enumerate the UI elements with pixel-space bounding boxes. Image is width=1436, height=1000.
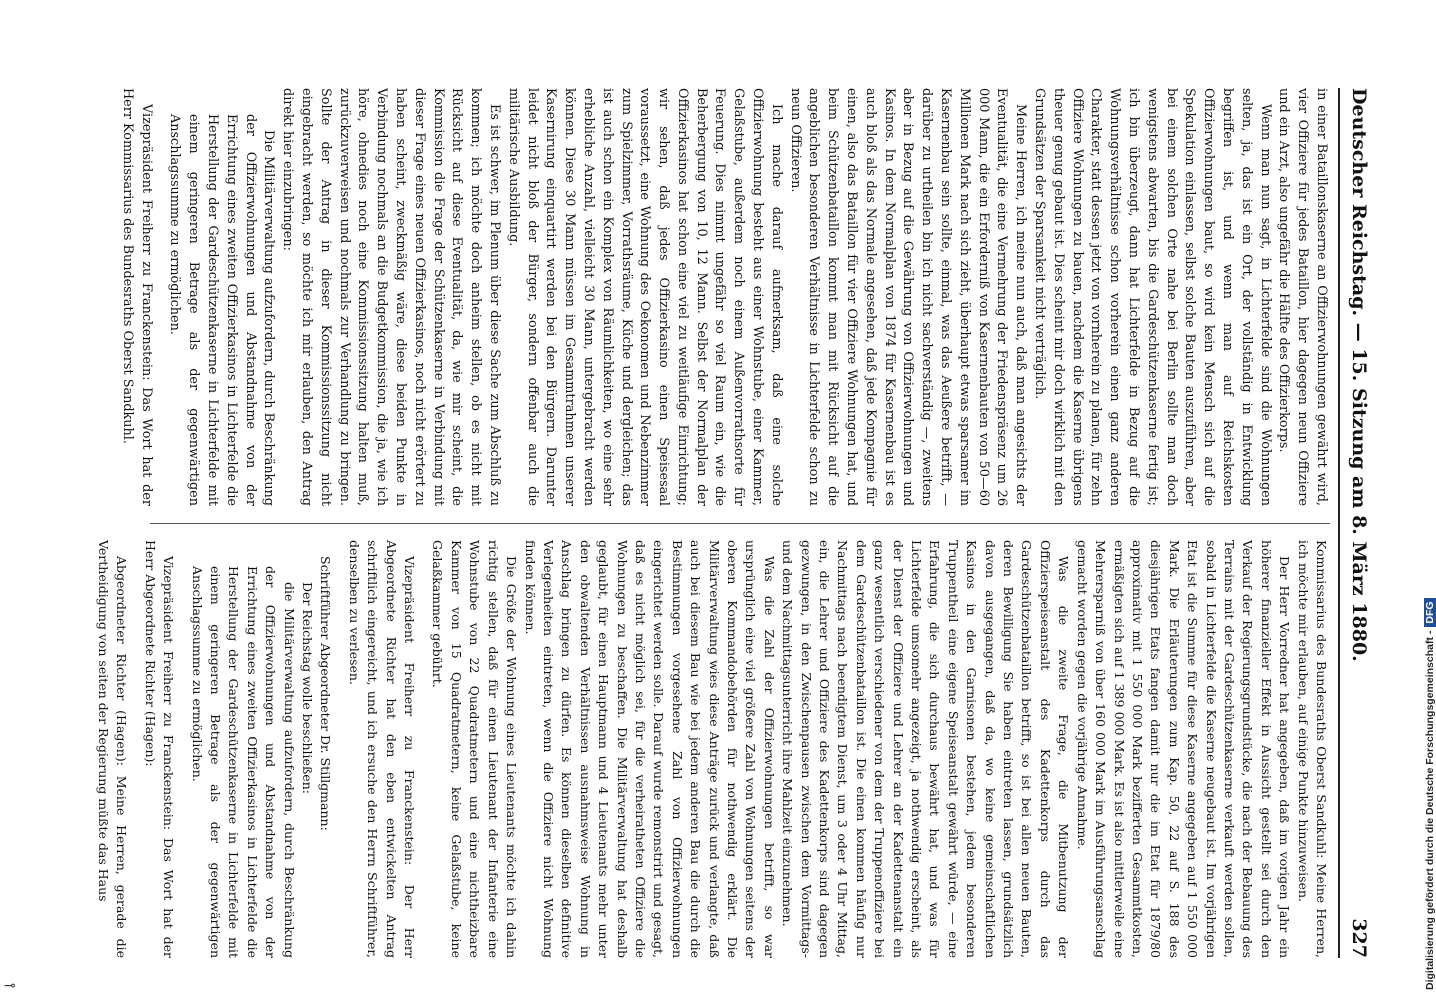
- running-title: Deutscher Reichstag. — 15. Sitzung am 8. März 1880.: [1348, 88, 1370, 662]
- page-number: 327: [1348, 918, 1370, 958]
- header-rule: [1338, 88, 1340, 958]
- paragraph: Was die zweite Frage, die Mitbenutzung der Offizierspeiseanstalt des Kadettenkorps durch das Gardeschützenbataillon betrifft, so ist bei allen neuen Bauten, deren Bewilligung Sie haben eintreten lassen, grundsätzlich davon ausgegangen, daß da, wo keine gemeinschaftlichen Kasinos in den Garnisonen bestehen, jedem besonderen Truppentheil eine eigene Speiseanstalt gewährt würde, — eine Erfahrung, die sich durchaus bewährt hat, und was für Lichterfelde umsomehr angezeigt, ja nothwendig erscheint, als der Dienst der Offiziere und Lehrer an der Kadettenanstalt ein ganz wesentlich verschiedener von dem der Truppenoffiziere bei dem Gardeschützenbataillon ist. Die einen kommen häufig nur Nachmittags nach beendigtem Dienst, um 3 oder 4 Uhr Mittag, ein, die Lehrer und Offiziere des Kadettenkorps sind dagegen gezwungen, in den Zwischenpausen zwischen dem Vormittags- und dem Nachmittagsunterricht ihre Mahlzeit einzunehmen.: [780, 540, 1072, 958]
- rotated-page: [80, 88, 1370, 958]
- corner-mark: ⊸: [4, 978, 16, 994]
- paragraph: Meine Herren, ich meine nun auch, daß man angesichts der Eventualität, die eine Vermehrung der Friedenspräsenz um 26 000 Mann, die ein Erforderniß von Kasernenbauten von 50—60 Millionen Mark nach sich zieht, überhaupt etwas sparsamer im Kasernenbau sein sollte, einmal, was das Aeußere betrifft, — darüber zu urtheilen bin ich nicht sachverständig —, zweitens aber in Bezug auf die Gewährung von Offizierwohnungen und Kasinos. In dem Normalplan von 1874 für Kasernenbau ist es auch bloß als das Normale angesehen, daß jede Kompagnie für einen, also das Bataillon für vier Offiziere Wohnungen hat, und beim Schützenbataillon kommt man mit Rücksicht auf die angeblichen besonderen Verhältnisse in Lichterfelde schon zu neun Offizieren.: [787, 88, 1029, 506]
- motion-intro: Der Reichstag wolle beschließen:: [300, 582, 316, 794]
- left-column: [117, 88, 1330, 506]
- paragraph: Was die Zahl der Offizierwohnungen betrifft, so war ursprünglich eine viel größere Zahl von Wohnungen seitens der oberen Kommandobehörden für nothwendig erklärt. Die Militärverwaltung wies diese Anträge zurück und verlangte, daß auch bei diesem Bau wie bei jedem anderen Bau die durch die Bestimmungen vorgesehene Zahl von Offizierwohnungen eingerichtet werden solle. Darauf wurde remonstrirt und gesagt, daß es nicht möglich sei, für die verheiratheten Offiziere die Wohnungen zu beschaffen. Die Militärverwaltung hat deshalb geglaubt, für einen Hauptmann und 4 Lieutenants mehr unter den obwaltenden Verhältnissen ausnahmsweise Wohnung in Anschlag bringen zu dürfen. Es können dieselben definitive Verlegenheiten eintreten, wenn die Offiziere nicht Wohnung finden können.: [522, 540, 777, 958]
- right-column: [94, 540, 1330, 958]
- paragraph: Es ist schwer, im Plenum über diese Sache zum Abschluß zu kommen; ich möchte doch anheim stellen, ob es nicht mit Rücksicht auf diese Eventualität, da, wie mir scheint, die Kommission die Frage der Schützenkaserne in Verbindung mit dieser Frage eines neuen Offizierkasinos, noch nicht erörtert zu haben scheint, zweckmäßig wäre, diese beiden Punkte in Verbindung nochmals an die Budgetkommission, die ja, wie ich höre, ohnedies noch eine Kommissionssitzung halten muß, zurückzuverweisen und nochmals zur Verhandlung zu bringen. Sollte der Antrag in dieser Kommissionssitzung nicht eingebracht werden, so möchte ich mir erlauben, den Antrag direkt hier einzubringen:: [280, 88, 502, 506]
- speaker-paragraph: Vizepräsident Freiherr zu Franckenstein: Das Wort hat der Herr Kommissarius des Bundesraths Oberst Sandkuhl.: [119, 88, 154, 506]
- paragraph: Die Größe der Wohnung eines Lieutenants möchte ich dahin richtig stellen, daß für einen Lieutenant der Infanterie eine Wohnstube von 22 Quadratmetern und eine nichtheizbare Kammer von 15 Quadratmetern, keine Gelaßstube, keine Gelaßkammer gebührt.: [430, 540, 520, 958]
- page-header: [1342, 88, 1370, 958]
- paragraph: in einer Bataillonskaserne an Offizierwohnungen gewährt wird, vier Offiziere für jedes Bataillon, hier dagegen neun Offiziere und ein Arzt, also ungefähr die Hälfte des Offizierkorps.: [1276, 88, 1329, 506]
- watermark-text: Digitalisierung gefördert durch die Deutsche Forschungsgemeinschaft -: [1424, 630, 1436, 990]
- paragraph: Der Herr Vorredner hat angegeben, daß im vorigen Jahr ein höherer finanzieller Effekt in Aussicht gestellt sei durch den Verkauf der Regierungsgrundstücke, die nach der Bebauung des Terrains mit der Gardeschützenkaserne verkauft werden sollen, sobald in Lichterfelde die Kaserne neugebaut ist. Im vorjährigen Etat ist die Summe für diese Kaserne angegeben auf 1 550 000 Mark. Die Erläuterungen zum Kap. 50, 22 auf S. 188 des diesjährigen Etats fangen damit nur die im Etat für 1879/80 approximativ mit 1 550 000 Mark bezifferten Gesammtkosten, ermäßigten sich auf 1 389 000 Mark. Es ist also mittlerweile eine Mehrersparniß von über 160 000 Mark im Ausführungsanschlag gemacht worden gegen die vorjährige Annahme.: [1074, 540, 1293, 958]
- speaker-paragraph: Abgeordneter Richter (Hagen): Meine Herren, gerade die Vertheidigung von seiten der Regierung müßte das Haus: [96, 540, 130, 958]
- paragraph: Wenn man nun sagt, in Lichterfelde sind die Wohnungen selten, ja, das ist ein Ort, der vollständig in Entwicklung begriffen ist, und wenn man auf Reichskosten Offizierwohnungen baut, so wird kein Mensch sich auf die Spekulation einlassen, selbst solche Bauten auszuführen, aber bei einem solchen Orte nahe bei Berlin sollte man doch wenigstens abwarten, bis die Gardeschützenkaserne fertig ist; ich bin überzeugt, dann hat Lichterfelde in Bezug auf die Wohnungsverhältnisse schon vorherein einen ganz anderen Charakter, statt dessen jetzt von vornherein zu planen, für zehn Offiziere Wohnungen zu bauen, nachdem die Kaserne übrigens theuer genug gebaut ist. Dies scheint mir doch wirklich mit den Grundsätzen der Sparsamkeit nicht verträglich.: [1032, 88, 1273, 506]
- paragraph: Ich mache darauf aufmerksam, daß eine solche Offizierwohnung besteht aus einer Wohnstube, einer Kammer, Gelaßstube, außerdem noch einem Außenvorrathsorte für Feuerung. Dies nimmt ungefähr so viel Raum ein, wie die Beherbergung von 10, 12 Mann. Selbst der Normalplan der Offizierkasinos hat schon eine viel zu weitläufige Einrichtung; wir sehen, daß jedes Offizierkasino einen Speisesaal voraussetzt, eine Wohnung des Oekonomen und Nebenzimmer zum Spielzimmer, Vorrathsräume, Küche und dergleichen; das ist auch schon ein Komplex von Räumlichkeiten, wo eine sehr erhebliche Anzahl, vielleicht 30 Mann, untergebracht werden können. Diese 30 Mann müssen im Gesammtrahmen unserer Kasernirung einquartirt werden bei den Bürgern. Darunter leidet nicht bloß der Bürger, sondern offenbar auch die militärische Ausbildung.: [505, 88, 784, 506]
- speaker-paragraph: Schriftführer Abgeordneter Dr. Stillgmann:: [318, 556, 334, 831]
- digitization-watermark: [1424, 598, 1436, 990]
- speaker-paragraph: Vizepräsident Freiherr zu Franckenstein: Das Wort hat der Herr Abgeordnete Richter (Hagen):: [142, 540, 177, 958]
- column-divider: [150, 523, 1330, 524]
- motion-text: Die Militärverwaltung aufzufordern, durch Beschränkung der Offizierwohnungen und Abstandnahme von der Errichtung eines zweiten Offizierkasinos in Lichterfelde die Herstellung der Gardeschützenkaserne in Lichterfelde mit einem geringeren Betrage als der gegenwärtigen Anschlagssumme zu ermöglichen.: [167, 114, 277, 506]
- speaker-paragraph: Vizepräsident Freiherr zu Franckenstein: Der Herr Abgeordnete Richter hat den eben entwickelten Antrag schriftlich eingereicht, und ich ersuche den Herrn Schriftführer, denselben zu verlesen.: [346, 540, 418, 958]
- speaker-paragraph: Kommissarius des Bundesraths Oberst Sandkuhl: Meine Herren, ich möchte mir erlauben, auf einige Punkte hinzuweisen.: [1295, 540, 1329, 958]
- motion-text: die Militärverwaltung aufzufordern, durch Beschränkung der Offizierwohnungen und Abstandnahme von der Errichtung eines zweiten Offizierkasinos in Lichterfelde die Herstellung der Gardeschützenkaserne in Lichterfelde mit einem geringeren Betrage als der gegenwärtigen Anschlagssumme zu ermöglichen.: [189, 566, 297, 958]
- dfg-logo: DFG: [1424, 598, 1436, 626]
